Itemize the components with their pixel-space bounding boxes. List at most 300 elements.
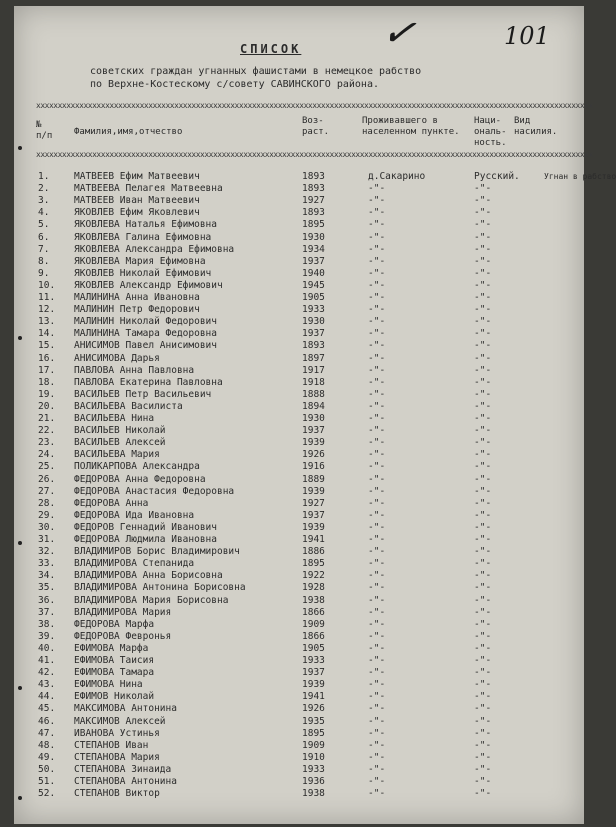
birth-year: 1937 <box>302 425 325 437</box>
nationality: -"- <box>474 219 492 231</box>
row-number: 46. <box>38 715 56 727</box>
person-name: ЯКОВЛЕВА Мария Ефимовна <box>74 255 206 267</box>
birth-year: 1933 <box>302 304 325 316</box>
list-item <box>14 183 584 194</box>
list-item <box>14 582 584 593</box>
person-name: ВЛАДИМИРОВА Мария <box>74 606 172 618</box>
person-name: МАЛИНИН Петр Федорович <box>74 304 200 316</box>
nationality: -"- <box>474 655 492 666</box>
birth-year: 1937 <box>302 328 325 340</box>
list-item <box>14 534 584 545</box>
list-item <box>14 256 584 267</box>
person-name: ВАСИЛЬЕВА Нина <box>74 413 155 424</box>
nationality: -"- <box>474 582 492 594</box>
list-item <box>14 461 584 472</box>
row-number: 6. <box>38 231 50 243</box>
row-number: 1. <box>38 171 50 182</box>
person-name: ЯКОВЛЕВ Ефим Яковлевич <box>74 207 200 219</box>
list-item <box>14 631 584 642</box>
birth-year: 1935 <box>302 715 325 727</box>
nationality: -"- <box>474 425 492 437</box>
row-number: 32. <box>38 546 56 558</box>
row-number: 7. <box>38 243 50 255</box>
person-name: ФЕДОРОВ Геннадий Иванович <box>74 521 217 533</box>
person-name: ВЛАДИМИРОВА Степанида <box>74 558 195 570</box>
list-item <box>14 619 584 630</box>
person-name: ЕФИМОВА Таисия <box>74 655 155 666</box>
nationality: -"- <box>474 776 492 787</box>
punch-hole <box>18 146 22 150</box>
residence: -"- <box>368 751 386 763</box>
residence: -"- <box>368 546 386 558</box>
list-item <box>14 207 584 218</box>
nationality: -"- <box>474 267 492 279</box>
list-item <box>14 486 584 497</box>
birth-year: 1866 <box>302 630 325 642</box>
person-name: ФЕДОРОВА Февронья <box>74 630 172 642</box>
row-number: 24. <box>38 449 56 461</box>
birth-year: 1893 <box>302 207 325 219</box>
person-name: ВАСИЛЬЕВА Мария <box>74 449 160 461</box>
list-item <box>14 474 584 485</box>
row-number: 22. <box>38 425 56 437</box>
person-name: ЯКОВЛЕВА Галина Ефимовна <box>74 231 212 243</box>
person-name: СТЕПАНОВ Иван <box>74 739 149 751</box>
residence: -"- <box>368 292 386 303</box>
birth-year: 1930 <box>302 231 325 243</box>
row-number: 38. <box>38 618 56 630</box>
birth-year: 1937 <box>302 255 325 267</box>
nationality: -"- <box>474 703 492 715</box>
document-subtitle-line-1: советских граждан угнанных фашистами в немецкое рабство <box>90 66 422 77</box>
row-number: 52. <box>38 788 56 800</box>
list-item <box>14 401 584 412</box>
row-number: 50. <box>38 763 56 775</box>
person-name: ВАСИЛЬЕВ Алексей <box>74 437 166 449</box>
header-number: № п/п <box>36 120 53 141</box>
birth-year: 1939 <box>302 679 325 691</box>
residence: -"- <box>368 364 386 376</box>
residence: -"- <box>368 642 386 654</box>
person-name: ПАВЛОВА Екатерина Павловна <box>74 376 223 388</box>
nationality: -"- <box>474 509 492 521</box>
residence: -"- <box>368 255 386 267</box>
nationality: -"- <box>474 413 492 424</box>
row-number: 43. <box>38 679 56 691</box>
person-name: ВЛАДИМИРОВА Анна Борисовна <box>74 570 223 582</box>
list-item <box>14 595 584 606</box>
person-name: СТЕПАНОВА Мария <box>74 751 160 763</box>
person-name: ФЕДОРОВА Ида Ивановна <box>74 509 195 521</box>
person-name: ЕФИМОВ Николай <box>74 691 155 703</box>
residence: -"- <box>368 679 386 691</box>
list-item <box>14 244 584 255</box>
row-number: 11. <box>38 292 56 303</box>
residence: -"- <box>368 400 386 412</box>
nationality: -"- <box>474 788 492 800</box>
person-name: ЯКОВЛЕВ Александр Ефимович <box>74 279 223 291</box>
residence: -"- <box>368 497 386 509</box>
residence: -"- <box>368 739 386 751</box>
list-item <box>14 776 584 787</box>
birth-year: 1895 <box>302 219 325 231</box>
residence: -"- <box>368 449 386 461</box>
list-item <box>14 510 584 521</box>
row-number: 17. <box>38 364 56 376</box>
person-name: МАТВЕЕВ Иван Матвеевич <box>74 195 200 207</box>
row-number: 10. <box>38 279 56 291</box>
row-number: 25. <box>38 461 56 473</box>
list-item <box>14 389 584 400</box>
residence: д.Сакарино <box>368 171 426 182</box>
nationality: -"- <box>474 497 492 509</box>
nationality: -"- <box>474 316 492 328</box>
person-name: ВЛАДИМИРОВА Антонина Борисовна <box>74 582 246 594</box>
residence: -"- <box>368 328 386 340</box>
list-item <box>14 171 616 182</box>
handwritten-page-number: 101 <box>504 22 550 50</box>
row-number: 34. <box>38 570 56 582</box>
nationality: Русский. <box>474 171 520 182</box>
residence: -"- <box>368 231 386 243</box>
nationality: -"- <box>474 388 492 400</box>
nationality: -"- <box>474 630 492 642</box>
residence: -"- <box>368 183 386 195</box>
residence: -"- <box>368 655 386 666</box>
birth-year: 1893 <box>302 171 325 182</box>
list-item <box>14 437 584 448</box>
list-item <box>14 304 584 315</box>
residence: -"- <box>368 413 386 424</box>
row-number: 29. <box>38 509 56 521</box>
residence: -"- <box>368 340 386 352</box>
residence: -"- <box>368 461 386 473</box>
nationality: -"- <box>474 328 492 340</box>
birth-year: 1930 <box>302 316 325 328</box>
nationality: -"- <box>474 667 492 679</box>
birth-year: 1928 <box>302 582 325 594</box>
row-number: 37. <box>38 606 56 618</box>
list-item <box>14 498 584 509</box>
birth-year: 1940 <box>302 267 325 279</box>
list-item <box>14 752 584 763</box>
nationality: -"- <box>474 485 492 497</box>
nationality: -"- <box>474 727 492 739</box>
nationality: -"- <box>474 546 492 558</box>
birth-year: 1905 <box>302 292 325 303</box>
row-number: 14. <box>38 328 56 340</box>
row-number: 18. <box>38 376 56 388</box>
nationality: -"- <box>474 352 492 364</box>
birth-year: 1941 <box>302 691 325 703</box>
nationality: -"- <box>474 642 492 654</box>
birth-year: 1895 <box>302 727 325 739</box>
row-number: 2. <box>38 183 50 195</box>
birth-year: 1938 <box>302 594 325 606</box>
row-number: 47. <box>38 727 56 739</box>
birth-year: 1897 <box>302 352 325 364</box>
residence: -"- <box>368 279 386 291</box>
person-name: СТЕПАНОВА Антонина <box>74 776 177 787</box>
header-kind: Вид насилия. <box>514 116 558 137</box>
residence: -"- <box>368 691 386 703</box>
row-number: 4. <box>38 207 50 219</box>
person-name: ПАВЛОВА Анна Павловна <box>74 364 195 376</box>
birth-year: 1938 <box>302 788 325 800</box>
birth-year: 1917 <box>302 364 325 376</box>
residence: -"- <box>368 776 386 787</box>
birth-year: 1889 <box>302 473 325 485</box>
list-item <box>14 292 584 303</box>
person-name: МАЛИНИН Николай Федорович <box>74 316 217 328</box>
person-name: ВАСИЛЬЕВ Николай <box>74 425 166 437</box>
birth-year: 1937 <box>302 509 325 521</box>
birth-year: 1918 <box>302 376 325 388</box>
person-name: ВЛАДИМИРОВА Мария Борисовна <box>74 594 229 606</box>
birth-year: 1927 <box>302 497 325 509</box>
person-name: ФЕДОРОВА Анна <box>74 497 149 509</box>
nationality: -"- <box>474 606 492 618</box>
nationality: -"- <box>474 255 492 267</box>
birth-year: 1936 <box>302 776 325 787</box>
person-name: ЯКОВЛЕВА Александра Ефимовна <box>74 243 235 255</box>
nationality: -"- <box>474 231 492 243</box>
header-nationality: Наци- ональ- ность. <box>474 116 507 148</box>
birth-year: 1941 <box>302 534 325 545</box>
birth-year: 1939 <box>302 437 325 449</box>
list-item <box>14 716 584 727</box>
nationality: -"- <box>474 473 492 485</box>
nationality: -"- <box>474 279 492 291</box>
list-item <box>14 413 584 424</box>
residence: -"- <box>368 388 386 400</box>
person-name: ЕФИМОВА Тамара <box>74 667 155 679</box>
row-number: 36. <box>38 594 56 606</box>
birth-year: 1939 <box>302 521 325 533</box>
residence: -"- <box>368 304 386 316</box>
list-item <box>14 740 584 751</box>
residence: -"- <box>368 715 386 727</box>
row-number: 15. <box>38 340 56 352</box>
nationality: -"- <box>474 364 492 376</box>
nationality: -"- <box>474 763 492 775</box>
list-item <box>14 558 584 569</box>
person-name: МАЛИНИНА Анна Ивановна <box>74 292 200 303</box>
list-item <box>14 268 584 279</box>
list-item <box>14 353 584 364</box>
person-name: АНИСИМОВ Павел Анисимович <box>74 340 217 352</box>
list-item <box>14 607 584 618</box>
row-number: 35. <box>38 582 56 594</box>
header-residence: Проживавшего в населенном пункте. <box>362 116 460 137</box>
list-item <box>14 280 584 291</box>
person-name: ПОЛИКАРПОВА Александра <box>74 461 200 473</box>
residence: -"- <box>368 606 386 618</box>
list-item <box>14 764 584 775</box>
birth-year: 1866 <box>302 606 325 618</box>
list-item <box>14 328 584 339</box>
nationality: -"- <box>474 195 492 207</box>
residence: -"- <box>368 534 386 545</box>
row-number: 45. <box>38 703 56 715</box>
birth-year: 1945 <box>302 279 325 291</box>
document-subtitle-line-2: по Верхне-Костескому с/совету САВИНСКОГО района. <box>90 79 379 90</box>
person-name: ФЕДОРОВА Анастасия Федоровна <box>74 485 235 497</box>
nationality: -"- <box>474 558 492 570</box>
residence: -"- <box>368 630 386 642</box>
handwritten-check-mark: ✓ <box>378 7 419 59</box>
person-name: АНИСИМОВА Дарья <box>74 352 160 364</box>
residence: -"- <box>368 376 386 388</box>
birth-year: 1933 <box>302 655 325 666</box>
list-item <box>14 365 584 376</box>
residence: -"- <box>368 703 386 715</box>
person-name: ВЛАДИМИРОВ Борис Владимирович <box>74 546 240 558</box>
residence: -"- <box>368 352 386 364</box>
nationality: -"- <box>474 618 492 630</box>
list-item <box>14 232 584 243</box>
birth-year: 1886 <box>302 546 325 558</box>
list-item <box>14 377 584 388</box>
row-number: 28. <box>38 497 56 509</box>
separator-line: xxxxxxxxxxxxxxxxxxxxxxxxxxxxxxxxxxxxxxxxxxxxxxxxxxxxxxxxxxxxxxxxxxxxxxxxxxxxxxxxxxxxxxxxxxxxxxxxxxxxxxxxxxxxxxxxxxxxxxxxxxxxxxxxx <box>36 150 593 159</box>
header-age: Воз- раст. <box>302 116 330 137</box>
nationality: -"- <box>474 449 492 461</box>
list-item <box>14 679 584 690</box>
birth-year: 1930 <box>302 413 325 424</box>
person-name: ФЕДОРОВА Анна Федоровна <box>74 473 206 485</box>
residence: -"- <box>368 195 386 207</box>
nationality: -"- <box>474 715 492 727</box>
person-name: ВАСИЛЬЕВА Василиста <box>74 400 183 412</box>
document-page <box>14 6 616 824</box>
person-name: ФЕДОРОВА Людмила Ивановна <box>74 534 217 545</box>
nationality: -"- <box>474 183 492 195</box>
residence: -"- <box>368 570 386 582</box>
birth-year: 1937 <box>302 667 325 679</box>
nationality: -"- <box>474 292 492 303</box>
row-number: 44. <box>38 691 56 703</box>
person-name: МАКСИМОВ Алексей <box>74 715 166 727</box>
residence: -"- <box>368 437 386 449</box>
row-number: 40. <box>38 642 56 654</box>
row-number: 19. <box>38 388 56 400</box>
birth-year: 1926 <box>302 449 325 461</box>
nationality: -"- <box>474 461 492 473</box>
birth-year: 1934 <box>302 243 325 255</box>
nationality: -"- <box>474 679 492 691</box>
nationality: -"- <box>474 400 492 412</box>
list-item <box>14 691 584 702</box>
person-name: ЯКОВЛЕВА Наталья Ефимовна <box>74 219 217 231</box>
nationality: -"- <box>474 751 492 763</box>
violence-kind: Угнан в рабство <box>544 172 616 181</box>
row-number: 51. <box>38 776 56 787</box>
row-number: 23. <box>38 437 56 449</box>
nationality: -"- <box>474 521 492 533</box>
residence: -"- <box>368 267 386 279</box>
row-number: 33. <box>38 558 56 570</box>
list-item <box>14 703 584 714</box>
nationality: -"- <box>474 570 492 582</box>
nationality: -"- <box>474 691 492 703</box>
list-item <box>14 655 584 666</box>
residence: -"- <box>368 207 386 219</box>
person-name: ФЕДОРОВА Марфа <box>74 618 155 630</box>
birth-year: 1893 <box>302 340 325 352</box>
person-name: СТЕПАНОВА Зинаида <box>74 763 172 775</box>
person-name: СТЕПАНОВ Виктор <box>74 788 160 800</box>
list-item <box>14 219 584 230</box>
nationality: -"- <box>474 739 492 751</box>
birth-year: 1905 <box>302 642 325 654</box>
residence: -"- <box>368 521 386 533</box>
row-number: 21. <box>38 413 56 424</box>
residence: -"- <box>368 219 386 231</box>
list-item <box>14 728 584 739</box>
row-number: 49. <box>38 751 56 763</box>
list-item <box>14 340 584 351</box>
list-item <box>14 522 584 533</box>
row-number: 31. <box>38 534 56 545</box>
row-number: 41. <box>38 655 56 666</box>
list-item <box>14 316 584 327</box>
person-name: МАКСИМОВА Антонина <box>74 703 177 715</box>
nationality: -"- <box>474 340 492 352</box>
row-number: 5. <box>38 219 50 231</box>
person-name: МАЛИНИНА Тамара Федоровна <box>74 328 217 340</box>
person-name: МАТВЕЕВА Пелагея Матвеевна <box>74 183 223 195</box>
residence: -"- <box>368 582 386 594</box>
birth-year: 1922 <box>302 570 325 582</box>
birth-year: 1933 <box>302 763 325 775</box>
list-item <box>14 546 584 557</box>
document-title: СПИСОК <box>240 42 302 56</box>
list-item <box>14 643 584 654</box>
list-item <box>14 667 584 678</box>
residence: -"- <box>368 727 386 739</box>
residence: -"- <box>368 594 386 606</box>
birth-year: 1893 <box>302 183 325 195</box>
nationality: -"- <box>474 437 492 449</box>
residence: -"- <box>368 788 386 800</box>
separator-line: xxxxxxxxxxxxxxxxxxxxxxxxxxxxxxxxxxxxxxxxxxxxxxxxxxxxxxxxxxxxxxxxxxxxxxxxxxxxxxxxxxxxxxxxxxxxxxxxxxxxxxxxxxxxxxxxxxxxxxxxxxxxxxxxx <box>36 101 593 110</box>
nationality: -"- <box>474 376 492 388</box>
row-number: 20. <box>38 400 56 412</box>
birth-year: 1909 <box>302 739 325 751</box>
residence: -"- <box>368 243 386 255</box>
birth-year: 1895 <box>302 558 325 570</box>
header-name: Фамилия,имя,отчество <box>74 127 183 137</box>
birth-year: 1927 <box>302 195 325 207</box>
row-number: 39. <box>38 630 56 642</box>
list-item <box>14 570 584 581</box>
residence: -"- <box>368 618 386 630</box>
row-number: 16. <box>38 352 56 364</box>
nationality: -"- <box>474 594 492 606</box>
list-item <box>14 449 584 460</box>
nationality: -"- <box>474 243 492 255</box>
row-number: 3. <box>38 195 50 207</box>
birth-year: 1888 <box>302 388 325 400</box>
birth-year: 1894 <box>302 400 325 412</box>
person-name: ЕФИМОВА Нина <box>74 679 143 691</box>
nationality: -"- <box>474 207 492 219</box>
row-number: 27. <box>38 485 56 497</box>
row-number: 9. <box>38 267 50 279</box>
residence: -"- <box>368 763 386 775</box>
list-item <box>14 195 584 206</box>
